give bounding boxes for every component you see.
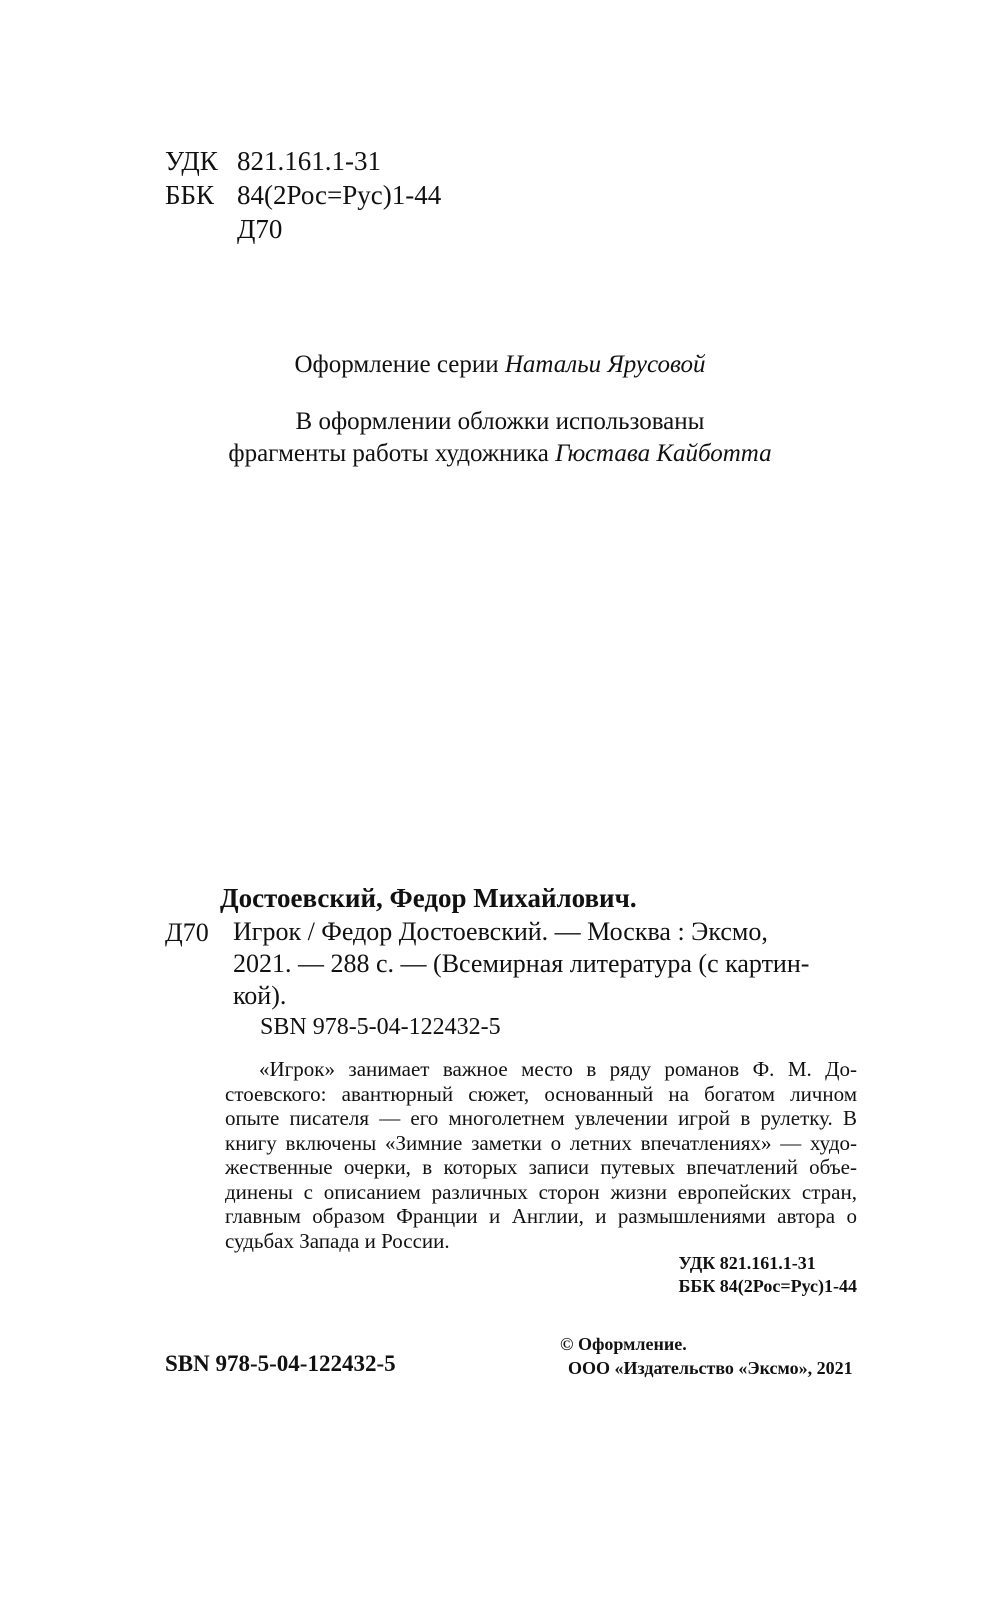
bbk-code: ББК 84(2Рос=Рус)1-44: [678, 1276, 857, 1296]
annotation-line-5: жественные очерки, в которых записи путевых впечатлений объе-: [225, 1155, 857, 1179]
udk-line: [165, 143, 381, 179]
copyright-line-1: © Оформление.: [560, 1334, 687, 1354]
annotation: [225, 1057, 857, 1253]
annotation-line-1: «Игрок» занимает важное место в ряду романов Ф. М. До-: [259, 1057, 857, 1081]
isbn-bottom: SBN 978-5-04-122432-5: [165, 1351, 396, 1376]
udk-label: УДК: [165, 146, 218, 176]
cover-artist-name: Гюстава Кайботта: [555, 440, 772, 467]
annotation-line-2: стоевского: авантюрный сюжет, основанный на богатом личном: [225, 1081, 857, 1106]
annotation-line-8: судьбах Запада и России.: [225, 1228, 450, 1253]
cover-credit-line1: В оформлении обложки использованы: [295, 408, 705, 435]
bbk-line: [165, 177, 441, 213]
codes-block: [678, 1252, 857, 1298]
annotation-line-3: опыте писателя — его многолетнем увлечении игрой в рулетку. В: [225, 1106, 857, 1130]
udk-code: УДК 821.161.1-31: [678, 1253, 816, 1273]
udk-value: 821.161.1-31: [237, 146, 381, 176]
series-design-prefix: Оформление серии: [294, 351, 499, 378]
bib-line-1: Игрок / Федор Достоевский. — Москва : Эксмо,: [233, 917, 768, 946]
bib-author-sign: Д70: [165, 918, 209, 947]
bib-line-3: кой).: [233, 981, 287, 1010]
series-design-credit: [0, 348, 1000, 382]
bib-line-2: 2021. — 288 с. — (Всемирная литература (с картин-: [233, 949, 810, 978]
bib-author-heading: Достоевский, Федор Михайлович.: [220, 883, 637, 913]
bib-description: [233, 916, 855, 1012]
cover-credit-line2: [0, 437, 1000, 471]
copyright-block: [560, 1332, 853, 1380]
isbn-middle: SBN 978-5-04-122432-5: [260, 1014, 501, 1040]
annotation-line-6: динены с описанием различных сторон жизни европейских стран,: [225, 1179, 857, 1204]
annotation-line-4: книгу включены «Зимние заметки о летних впечатлениях» — худо-: [225, 1130, 857, 1155]
series-designer-name: Натальи Ярусовой: [504, 351, 706, 378]
bbk-value: 84(2Рос=Рус)1-44: [237, 180, 442, 210]
annotation-line-7: главным образом Франции и Англии, и размышлениями автора о: [225, 1204, 857, 1228]
bbk-label: ББК: [165, 180, 215, 210]
copyright-line-2: ООО «Издательство «Эксмо», 2021: [568, 1358, 853, 1378]
cover-credit-prefix: фрагменты работы художника: [228, 440, 549, 467]
author-sign-top: Д70: [237, 214, 283, 244]
